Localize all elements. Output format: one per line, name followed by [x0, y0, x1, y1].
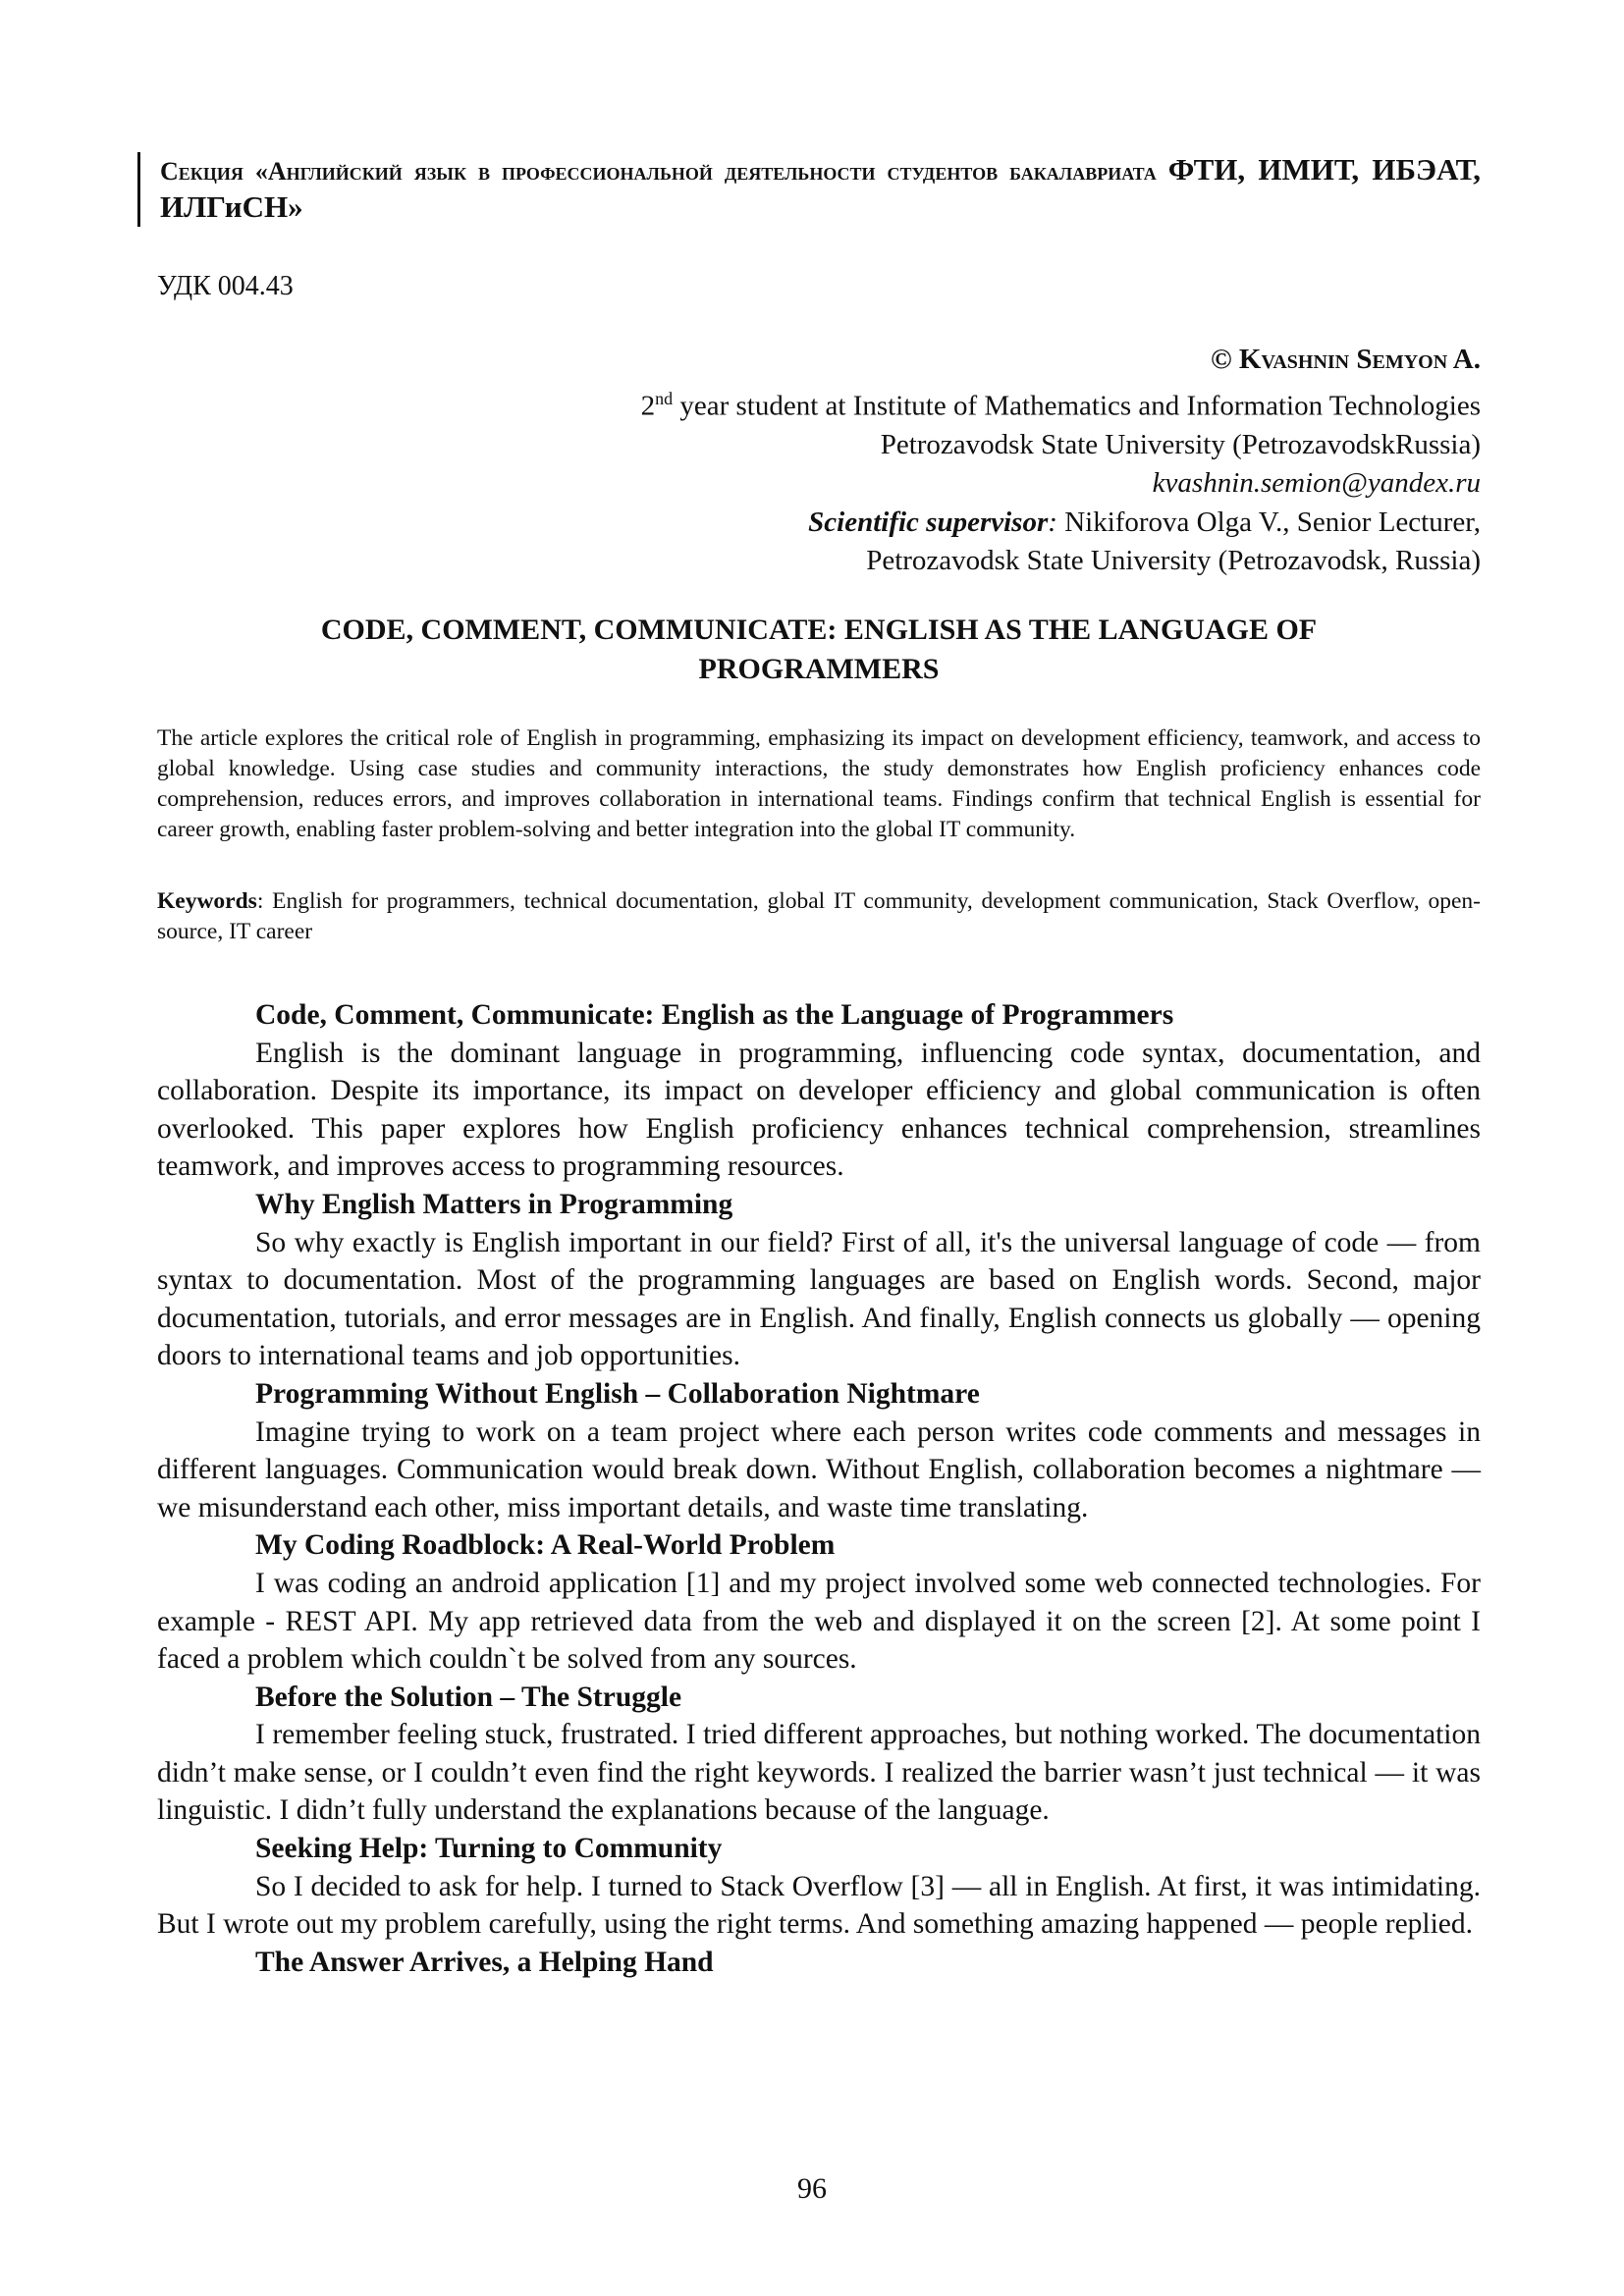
position-text: year student at Institute of Mathematics and Information Technologies — [673, 390, 1481, 422]
section-paragraph: English is the dominant language in programming, influencing code syntax, documentation, and collaboration. Despite its importance, its impact on developer efficiency and global communication is often overlooked. This paper explores how English proficiency enhances technical comprehension, streamlines teamwork, and improves access to programming resources. — [157, 1037, 1481, 1183]
author-position — [641, 380, 1481, 426]
section-header — [137, 152, 1481, 227]
keywords — [157, 886, 1481, 947]
keywords-text: : English for programmers, technical documentation, global IT community, development communication, Stack Overflow, open-source, IT career — [157, 888, 1481, 944]
article-body — [157, 996, 1481, 1981]
supervisor-name: Nikiforova Olga V., Senior Lecturer, — [1056, 506, 1481, 538]
supervisor-colon: : — [1048, 506, 1057, 538]
section-heading: Code, Comment, Communicate: English as the Language of Programmers — [255, 999, 1174, 1031]
author-name: © Kvashnin Semyon A. — [1210, 344, 1481, 375]
section-paragraph: So why exactly is English important in our field? First of all, it's the universal language of code — from syntax to documentation. Most of the programming languages are based on English words. Second, major documentation, tutorials, and error messages are in English. And finally, English connects us globally — opening doors to international teams and job opportunities. — [157, 1226, 1481, 1372]
section-faculties: ФТИ, ИМИТ, ИБЭАТ, ИЛГиСН» — [160, 152, 1481, 224]
article-title — [157, 611, 1481, 689]
keywords-label: Keywords — [157, 888, 257, 914]
section-paragraph: Imagine trying to work on a team project where each person writes code comments and messages in different languages. Communication would break down. Without English, collaboration becomes a nightmare — we misunderstand each other, miss important details, and waste time translating. — [157, 1415, 1481, 1523]
author-email[interactable]: kvashnin.semion@yandex.ru — [1152, 467, 1481, 500]
section-prefix: Секция — [160, 157, 244, 186]
supervisor-affiliation: Petrozavodsk State University (Petrozavodsk, Russia) — [866, 545, 1481, 577]
title-line-1: CODE, COMMENT, COMMUNICATE: ENGLISH AS THE LANGUAGE OF — [320, 614, 1318, 646]
section-heading: Before the Solution – The Struggle — [255, 1681, 682, 1713]
section-paragraph: I remember feeling stuck, frustrated. I tried different approaches, but nothing worked. The documentation didn’t make sense, or I couldn’t even find the right keywords. I realized the barrier wasn’t just technical — it was linguistic. I didn’t fully understand the explanations because of the language. — [157, 1719, 1481, 1827]
section-heading: The Answer Arrives, a Helping Hand — [255, 1946, 714, 1978]
section-heading: Seeking Help: Turning to Community — [255, 1833, 723, 1865]
section-heading: My Coding Roadblock: A Real-World Problem — [255, 1529, 836, 1562]
year-number: 2 — [640, 390, 656, 422]
abstract: The article explores the critical role of English in programming, emphasizing its impact on development efficiency, teamwork, and access to global knowledge. Using case studies and community interactions, the study demonstrates how English proficiency enhances code comprehension, reduces errors, and improves collaboration in international teams. Findings confirm that technical English is essential for career growth, enabling faster problem-solving and better integration into the global IT community. — [157, 725, 1481, 842]
section-title: «Английский язык в профессиональной деятельности студентов бакалавриата — [254, 157, 1157, 186]
year-suffix: nd — [655, 388, 674, 408]
section-paragraph: So I decided to ask for help. I turned to Stack Overflow [3] — all in English. At first, it was intimidating. But I wrote out my problem carefully, using the right terms. And something amazing happened — people replied. — [157, 1870, 1481, 1941]
author-block — [641, 341, 1481, 581]
section-heading: Why English Matters in Programming — [255, 1188, 733, 1220]
supervisor-line — [641, 504, 1481, 543]
supervisor-label: Scientific supervisor — [808, 506, 1049, 538]
section-paragraph: I was coding an android application [1] and my project involved some web connected technologies. For example - REST API. My app retrieved data from the web and displayed it on the screen [2]. At some point I faced a problem which couldn`t be solved from any sources. — [157, 1567, 1481, 1676]
author-affiliation: Petrozavodsk State University (PetrozavodskRussia) — [880, 428, 1481, 460]
section-heading: Programming Without English – Collaboration Nightmare — [255, 1377, 980, 1410]
title-line-2: PROGRAMMERS — [698, 653, 940, 685]
page-number: 96 — [797, 2172, 827, 2205]
udk-code: УДК 004.43 — [157, 271, 294, 301]
